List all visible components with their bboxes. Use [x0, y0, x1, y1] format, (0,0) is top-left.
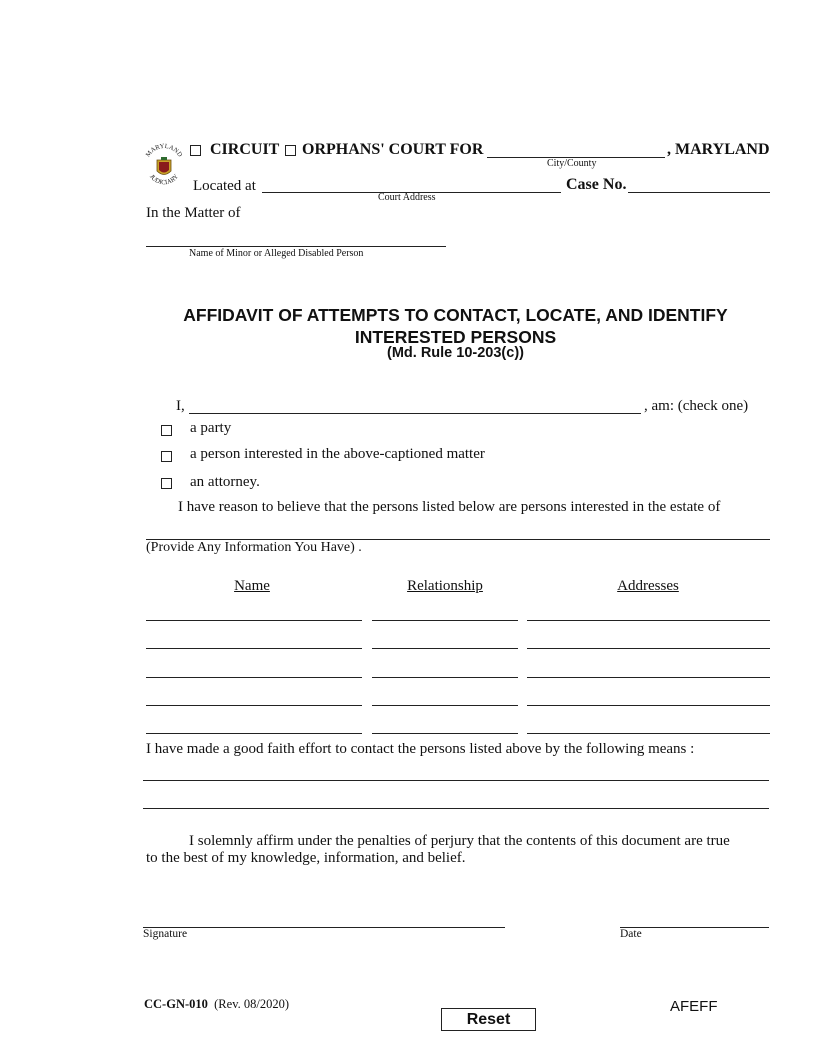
row-1-relationship-field[interactable] — [372, 620, 518, 621]
circuit-label: CIRCUIT — [210, 141, 280, 158]
row-2-relationship-field[interactable] — [372, 648, 518, 649]
form-id: AFEFF — [670, 998, 718, 1015]
row-3-name-field[interactable] — [146, 677, 362, 678]
court-address-caption: Court Address — [378, 192, 436, 203]
orphans-court-label: ORPHANS' COURT FOR — [302, 141, 484, 158]
case-no-label: Case No. — [566, 176, 627, 193]
maryland-judiciary-seal-icon — [143, 143, 185, 191]
seal-bottom-text: JUDICIARY — [148, 173, 180, 187]
row-3-relationship-field[interactable] — [372, 677, 518, 678]
city-county-caption: City/County — [547, 158, 597, 169]
svg-text:JUDICIARY — [148, 173, 180, 186]
date-field[interactable] — [620, 927, 769, 928]
rule-reference: (Md. Rule 10-203(c)) — [387, 345, 524, 361]
orphans-court-checkbox[interactable] — [285, 145, 296, 156]
party-checkbox[interactable] — [161, 425, 172, 436]
column-name-header: Name — [234, 578, 270, 594]
row-4-address-field[interactable] — [527, 705, 770, 706]
case-number-field[interactable] — [628, 192, 770, 193]
means-field-line-1[interactable] — [143, 780, 769, 781]
page-title: AFFIDAVIT OF ATTEMPTS TO CONTACT, LOCATE, AND IDENTIFY — [183, 305, 728, 325]
row-1-address-field[interactable] — [527, 620, 770, 621]
provide-info-caption: (Provide Any Information You Have) . — [146, 540, 362, 555]
row-3-address-field[interactable] — [527, 677, 770, 678]
seal-top-text: MARYLAND — [144, 143, 184, 159]
reason-text: I have reason to believe that the persons listed below are persons interested in the estate of — [178, 499, 721, 515]
option-interested-label: a person interested in the above-captioned matter — [190, 446, 485, 462]
row-2-address-field[interactable] — [527, 648, 770, 649]
row-5-name-field[interactable] — [146, 733, 362, 734]
affirmation-text-line2: to the best of my knowledge, information, and belief. — [146, 850, 466, 866]
row-2-name-field[interactable] — [146, 648, 362, 649]
column-addresses-header: Addresses — [617, 578, 679, 594]
option-party-label: a party — [190, 420, 232, 436]
maryland-label: , MARYLAND — [667, 141, 770, 158]
form-code — [144, 997, 289, 1012]
option-attorney-label: an attorney. — [190, 474, 260, 490]
circuit-court-checkbox[interactable] — [190, 145, 201, 156]
attorney-checkbox[interactable] — [161, 478, 172, 489]
i-label: I, — [176, 398, 185, 414]
means-field-line-2[interactable] — [143, 808, 769, 809]
page-title-line2: INTERESTED PERSONS — [354, 327, 557, 347]
row-5-address-field[interactable] — [527, 733, 770, 734]
row-4-name-field[interactable] — [146, 705, 362, 706]
affiant-name-field[interactable] — [189, 413, 641, 414]
signature-caption: Signature — [143, 928, 188, 940]
column-relationship-header: Relationship — [407, 578, 483, 594]
minor-name-field[interactable] — [146, 246, 446, 247]
affirmation-text: I solemnly affirm under the penalties of perjury that the contents of this document are true — [189, 833, 730, 849]
located-at-label: Located at — [193, 178, 256, 194]
reset-button[interactable]: Reset — [441, 1008, 536, 1031]
svg-text:MARYLAND — [145, 143, 184, 159]
row-4-relationship-field[interactable] — [372, 705, 518, 706]
form-revision: (Rev. 08/2020) — [214, 997, 290, 1011]
good-faith-effort-text: I have made a good faith effort to contact the persons listed above by the following means : — [146, 741, 695, 757]
check-one-label: , am: (check one) — [644, 398, 749, 414]
interested-person-checkbox[interactable] — [161, 451, 172, 462]
row-5-relationship-field[interactable] — [372, 733, 518, 734]
row-1-name-field[interactable] — [146, 620, 362, 621]
form-code-number: CC-GN-010 — [144, 997, 208, 1011]
date-caption: Date — [620, 928, 642, 940]
minor-name-caption: Name of Minor or Alleged Disabled Person — [189, 248, 364, 259]
signature-field[interactable] — [143, 927, 505, 928]
in-the-matter-label: In the Matter of — [146, 205, 241, 221]
